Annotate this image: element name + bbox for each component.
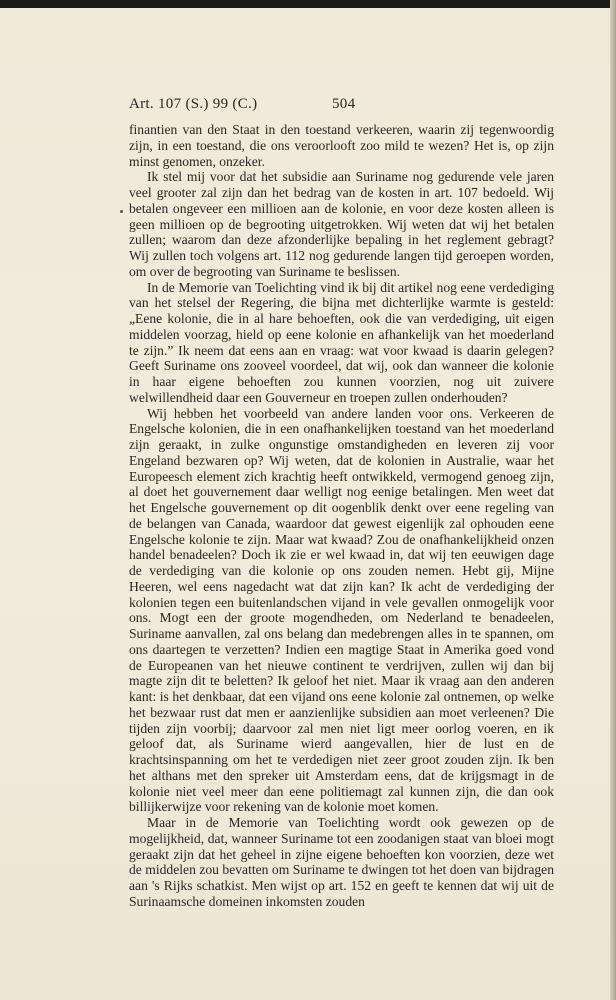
scan-top-edge: [0, 0, 616, 8]
paragraph: Wij hebben het voorbeeld van andere landen voor ons. Verkeeren de Engelsche kolonien, die in een onafhankelijken toestand van het moederland zijn geraakt, in zulke ongunstige omstandigheden en leveren zij voor Engeland bezwaren op? Wij weten, dat de kolonien in Australie, waar het Europeesch element zich krachtig heeft ontwikkeld, vermogend genoeg zijn, al doet het gouvernement daar welligt nog eenige betalingen. Men weet dat het Engelsche gouvernement op dit oogenblik denkt over eene regeling van de belangen van Canada, waardoor dat gewest eigenlijk zal ophouden eene Engelsche kolonie te zijn. Maar wat kwaad? Zou de onafhankelijkheid onzen handel benadeelen? Doch ik zie er wel kwaad in, dat wij ten eeuwigen dage de verdediging van die kolonie op ons zouden nemen. Hebt gij, Mijne Heeren, wel eens nagedacht wat dat zijn kan? Ik acht de verdediging der kolonien tegen een buitenlandschen vijand in vele gevallen onmogelijk voor ons. Mogt een der groote mogendheden, om Nederland te benadeelen, Suriname aanvallen, zal ons belang dan medebrengen alles in te spannen, om ons daartegen te verzetten? Indien een magtige Staat in Amerika goed vond de Europeanen van het nieuwe continent te verdrijven, zullen wij dan bij magte zijn dit te beletten? Ik geloof het niet. Maar ik vraag aan den anderen kant: is het denkbaar, dat een vijand ons eene kolonie zal ontnemen, op welke het bezwaar rust dat men er aanzienlijke subsidien aan moet verleenen? Die tijden zijn voorbij; daarvoor zal men niet ligt meer oorlog voeren, en ik geloof dat, als Suriname wierd aangevallen, hier de lust en de krachtsinspanning om het te verdedigen niet zeer groot zouden zijn. Ik ben het althans met den spreker uit Amsterdam eens, dat de krijgsmagt in de kolonie niet veel meer dan eene politiemagt zal kunnen zijn, die dan ook billijkerwijze voor rekening van de kolonie moet komen.: [129, 405, 554, 815]
paragraph-continued: finantien van den Staat in den toestand verkeeren, waarin zij tegenwoordig zijn, in een toestand, die ons veroorlooft zoo mild te wezen? Het is, op zijn minst genomen, onzeker.: [129, 122, 554, 169]
body-text: [129, 122, 554, 910]
page-number: 504: [332, 96, 356, 112]
scan-right-edge: [610, 0, 616, 1000]
paragraph: Ik stel mij voor dat het subsidie aan Suriname nog gedurende vele jaren veel grooter zal zijn dan het bedrag van de kosten in art. 107 bedoeld. Wij betalen ongeveer een millioen aan de kolonie, en voor deze kosten alleen is geen millioen op de begrooting uitgetrokken. Wij weten dat wij het betalen zullen; waarom dan deze afzonderlijke bepaling in het reglement gebragt? Wij zullen toch volgens art. 112 nog gedurende langen tijd geroepen worden, om over de begrooting van Suriname te beslissen.: [129, 169, 554, 279]
ink-speck: [120, 210, 123, 213]
article-reference: Art. 107 (S.) 99 (C.): [129, 96, 258, 112]
paragraph: In de Memorie van Toelichting vind ik bij dit artikel nog eene verdediging van het stelsel der Regering, die bijna met dichterlijke warmte is gesteld: „Eene kolonie, die in al hare behoeften, ook die van verdediging, uit eigen middelen voorzag, hield op eene kolonie en afhankelijk van het moederland te zijn.” Ik neem dat eens aan en vraag: wat voor kwaad is daarin gelegen? Geeft Suriname ons zooveel voordeel, dat wij, ook dan wanneer die kolonie in haar eigene behoeften zou kunnen voorzien, nog uit zuivere welwillendheid daar een Gouverneur en troepen zullen onderhouden?: [129, 279, 554, 405]
paragraph: Maar in de Memorie van Toelichting wordt ook gewezen op de mogelijkheid, dat, wanneer Suriname tot een zoodanigen staat van bloei mogt geraakt zijn dat het geheel in zijne eigene behoeften kon voorzien, deze wet de middelen zou bevatten om Suriname te dwingen tot het doen van bijdragen aan 's Rijks schatkist. Men wijst op art. 152 en geeft te kennen dat wij uit de Surinaamsche domeinen inkomsten zouden: [129, 815, 554, 909]
